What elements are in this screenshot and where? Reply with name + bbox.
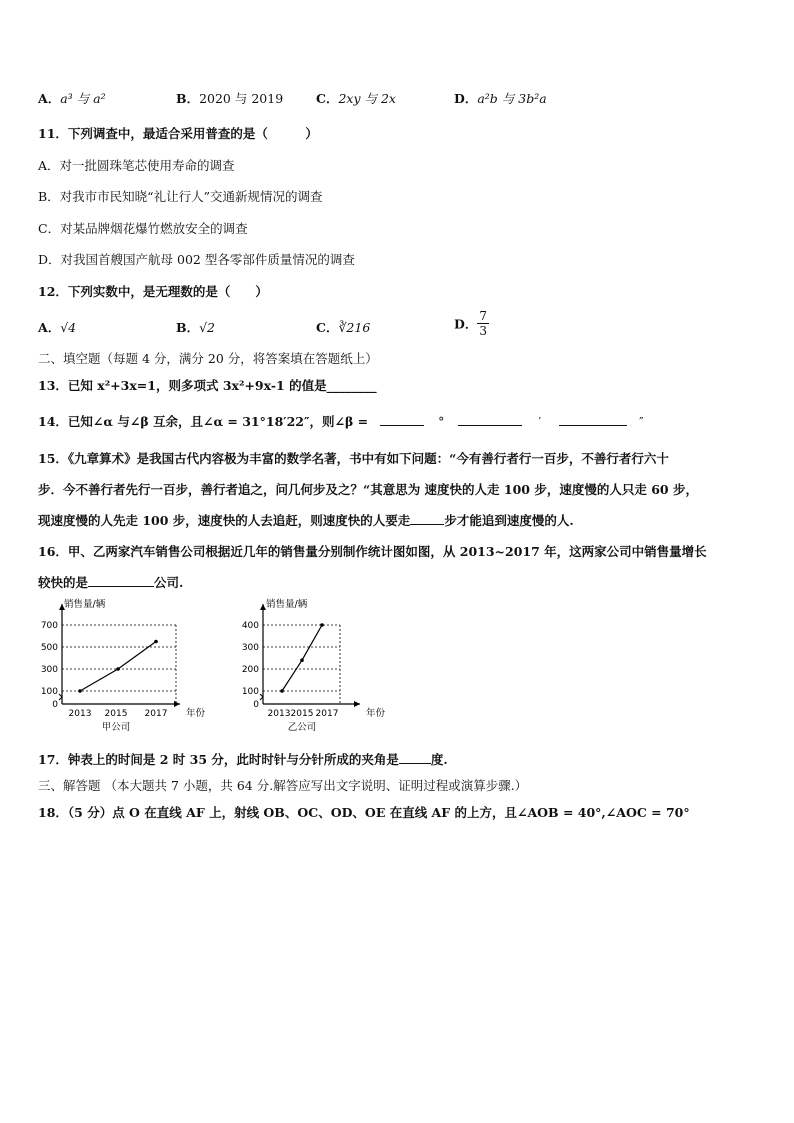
x-axis-label: 年份 — [186, 708, 206, 719]
data-point — [300, 658, 304, 662]
x-tick-label: 2015 — [104, 709, 128, 719]
q11-option-b: B．对我市市民知晓“礼让行人”交通新规情况的调查 — [38, 189, 323, 204]
x-tick-label: 2017 — [315, 709, 339, 719]
x-tick-label: 2013 — [68, 709, 92, 719]
section-3-heading: 三、解答题 （本大题共 7 小题，共 64 分.解答应写出文字说明、证明过程或演算步骤.） — [38, 778, 528, 793]
y-tick-label: 500 — [40, 643, 58, 653]
q10-option-a: A．a³ 与 a² — [38, 91, 106, 106]
x-axis-label: 年份 — [366, 708, 386, 719]
q12-option-b: B．√2 — [176, 320, 215, 335]
x-axis-arrow — [354, 701, 360, 707]
chart-caption: 乙公司 — [287, 722, 317, 733]
q15-line-1: 15．《九章算术》是我国古代内容极为丰富的数学名著，书中有如下问题：“今有善行者行一百步，不善行者行六十 — [38, 451, 669, 466]
series-line — [80, 642, 156, 692]
data-point — [116, 667, 120, 671]
q17: 17．钟表上的时间是 2 时 35 分，此时时针与分针所成的夹角是 度. — [38, 752, 448, 767]
q16-line-1: 16．甲、乙两家汽车销售公司根据近几年的销售量分别制作统计图如图，从 2013~2017 年，这两家公司中销售量增长 — [38, 544, 707, 559]
q10-option-b: B．2020 与 2019 — [176, 91, 284, 106]
q11-option-d: D．对我国首艘国产航母 002 型各零部件质量情况的调查 — [38, 252, 355, 267]
section-2-heading: 二、填空题（每题 4 分，满分 20 分，将答案填在答题纸上） — [38, 351, 378, 366]
q10-option-d: D．a²b 与 3b²a — [454, 91, 547, 106]
q16-line-2: 较快的是 公司. — [38, 575, 184, 590]
q15-line-2: 步．今不善行者先行一百步，善行者追之，问几何步及之？“其意思为 速度快的人走 100 步，速度慢的人只走 60 步， — [38, 482, 698, 497]
y-tick-label: 300 — [241, 643, 259, 653]
data-point — [280, 689, 284, 693]
q11-stem: 11．下列调查中，最适合采用普查的是（ ） — [38, 126, 318, 141]
x-tick-label: 2015 — [290, 709, 314, 719]
q18: 18．（5 分）点 O 在直线 AF 上，射线 OB、OC、OD、OE 在直线 AF 的上方，且∠AOB = 40°,∠AOC = 70° — [38, 805, 690, 820]
q10-option-c: C．2xy 与 2x — [316, 91, 396, 106]
data-point — [320, 623, 324, 627]
q14: 14．已知∠α 与∠β 互余，且∠α = 31°18′22″，则∠β = ° ′ ″ — [38, 414, 644, 429]
q13: 13．已知 x²+3x=1，则多项式 3x²+9x-1 的值是________ — [38, 378, 377, 393]
y-axis-label: 销售量/辆 — [266, 599, 308, 610]
y-tick-label: 300 — [40, 665, 58, 675]
series-line — [282, 625, 322, 691]
y-axis-label: 销售量/辆 — [64, 599, 106, 610]
q12-option-d: D． $\frac{7}{3}$ — [454, 309, 487, 338]
y-tick-label: 100 — [40, 687, 58, 697]
q15-line-3: 现速度慢的人先走 100 步，速度快的人去追赶，则速度快的人要走 步才能追到速度慢的人. — [38, 513, 574, 528]
data-point — [154, 640, 158, 644]
x-tick-label: 2017 — [144, 709, 168, 719]
y-tick-label: 200 — [241, 665, 259, 675]
fraction: $\frac{7}{3}$ — [479, 309, 487, 338]
y-tick-label: 400 — [241, 621, 259, 631]
q12-option-c: C．∛216 — [316, 320, 371, 335]
y-tick-label: 100 — [241, 687, 259, 697]
q12-stem: 12．下列实数中，是无理数的是（ ） — [38, 284, 268, 299]
q12-option-a: A．√4 — [38, 320, 77, 335]
y-tick-label: 0 — [52, 700, 58, 710]
x-axis-arrow — [174, 701, 180, 707]
y-tick-label: 700 — [40, 621, 58, 631]
chart-yi — [230, 596, 390, 738]
chart-jia — [30, 596, 220, 738]
y-tick-label: 0 — [253, 700, 259, 710]
q11-option-a: A．对一批圆珠笔芯使用寿命的调查 — [38, 158, 235, 173]
q11-option-c: C．对某品牌烟花爆竹燃放安全的调查 — [38, 221, 248, 236]
chart-caption: 甲公司 — [101, 722, 131, 733]
x-tick-label: 2013 — [267, 709, 291, 719]
data-point — [78, 689, 82, 693]
